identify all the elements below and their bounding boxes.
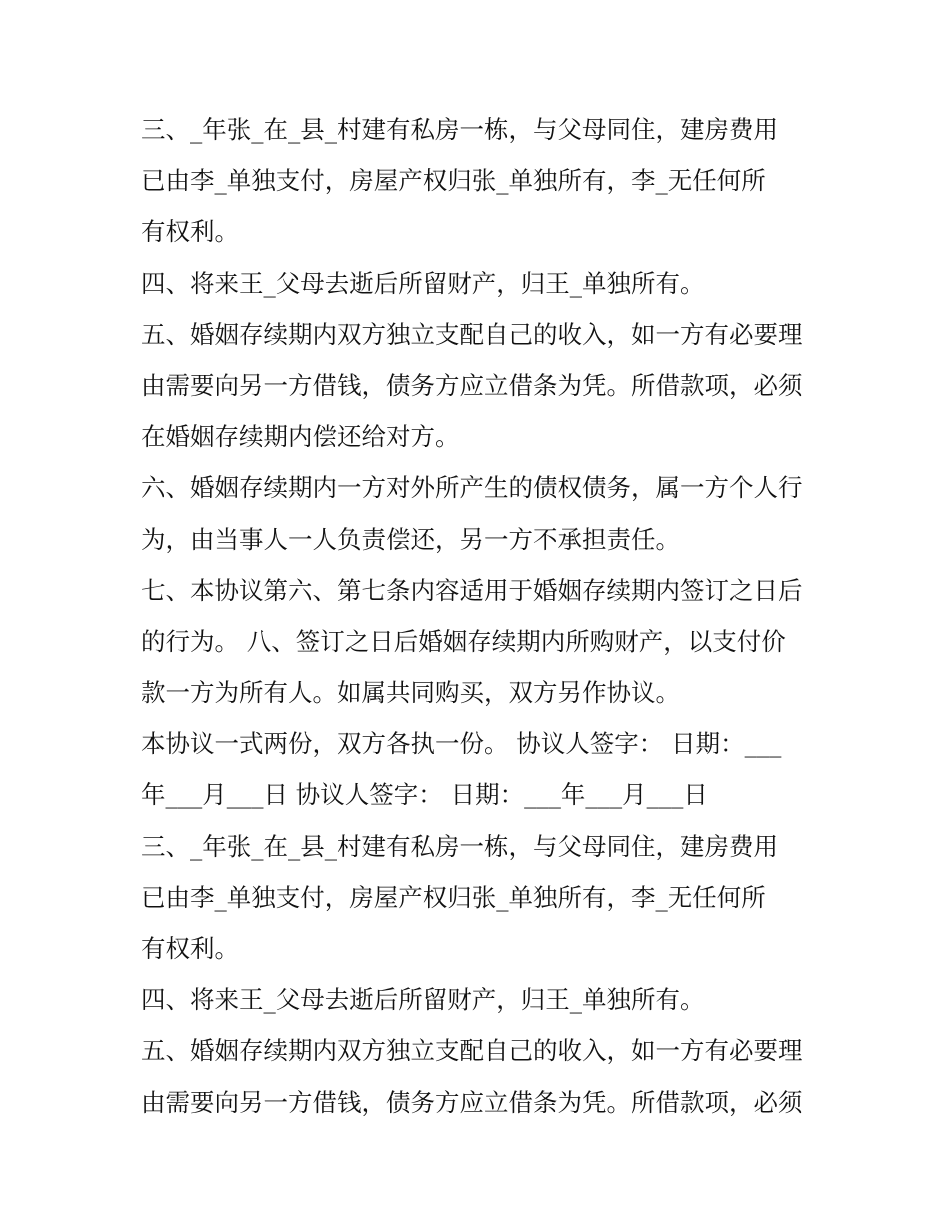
text-line: 三、_年张_在_县_村建有私房一栋，与父母同住，建房费用 — [141, 831, 778, 861]
text-line: 三、_年张_在_县_村建有私房一栋，与父母同住，建房费用 — [141, 115, 778, 144]
text-line: 五、婚姻存续期内双方独立支配自己的收入，如一方有必要理 — [141, 1036, 803, 1066]
text-line: 年___月___日 协议人签字： 日期：___年___月___日 — [141, 780, 708, 810]
text-line: 的行为。 八、签订之日后婚姻存续期内所购财产，以支付价 — [141, 626, 786, 656]
text-line: 有权利。 — [141, 934, 239, 963]
text-line: 五、婚姻存续期内双方独立支配自己的收入，如一方有必要理 — [141, 319, 803, 349]
text-line: 六、婚姻存续期内一方对外所产生的债权债务，属一方个人行 — [141, 473, 803, 503]
text-line: 由需要向另一方借钱，债务方应立借条为凭。所借款项，必须 — [141, 1087, 803, 1117]
text-line: 在婚姻存续期内偿还给对方。 — [141, 422, 460, 452]
text-line: 七、本协议第六、第七条内容适用于婚姻存续期内签订之日后 — [141, 575, 803, 605]
text-line: 款一方为所有人。如属共同购买，双方另作协议。 — [141, 678, 680, 708]
text-line: 为，由当事人一人负责偿还，另一方不承担责任。 — [141, 524, 680, 554]
text-line: 四、将来王_父母去逝后所留财产，归王_单独所有。 — [141, 985, 705, 1015]
document-body — [141, 104, 821, 1128]
text-line: 已由李_单独支付，房屋产权归张_单独所有，李_无任何所 — [141, 166, 766, 196]
text-line: 已由李_单独支付，房屋产权归张_单独所有，李_无任何所 — [141, 882, 766, 912]
text-line: 四、将来王_父母去逝后所留财产，归王_单独所有。 — [141, 268, 705, 298]
text-line: 由需要向另一方借钱，债务方应立借条为凭。所借款项，必须 — [141, 370, 803, 400]
text-line: 有权利。 — [141, 217, 239, 247]
text-line: 本协议一式两份，双方各执一份。 协议人签字： 日期：___ — [141, 729, 782, 759]
